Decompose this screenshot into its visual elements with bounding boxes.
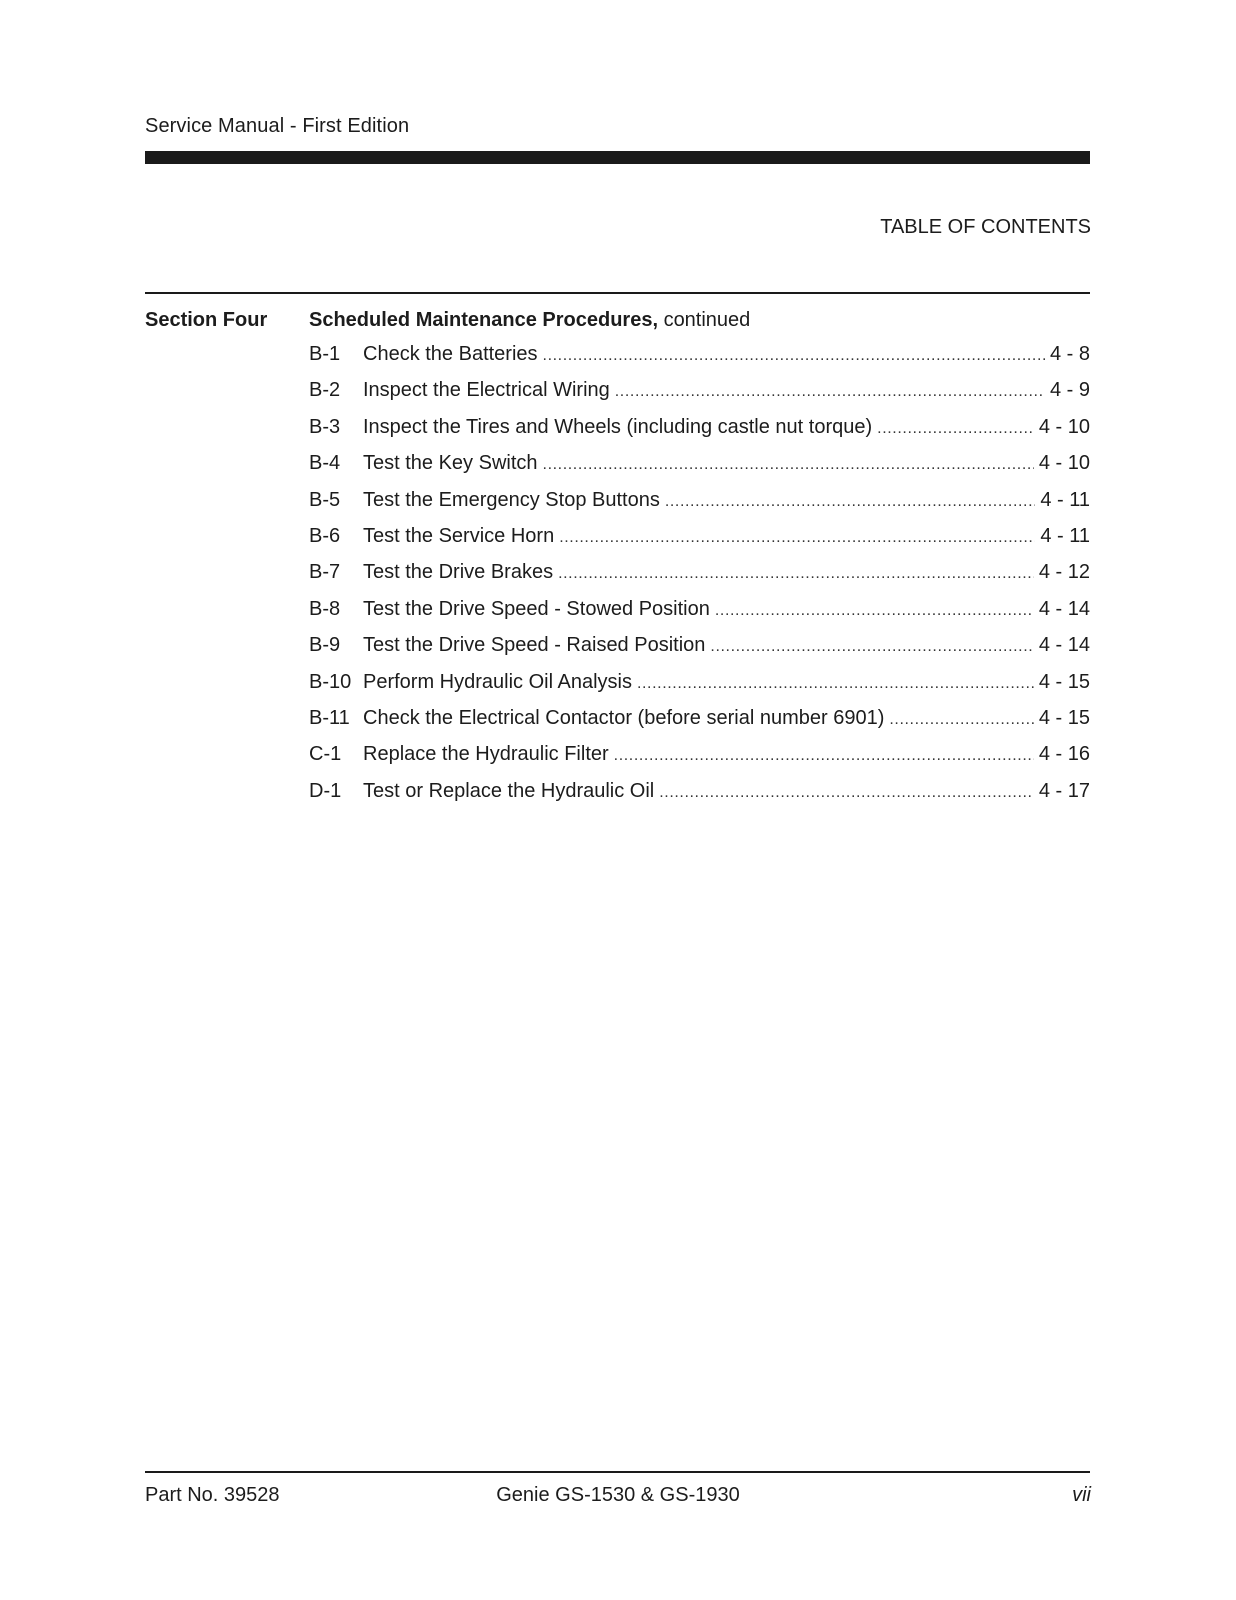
toc-entry-title: Perform Hydraulic Oil Analysis — [363, 670, 632, 693]
toc-entry-page: 4 - 10 — [1038, 452, 1090, 475]
bottom-rule — [145, 1471, 1090, 1473]
toc-heading: TABLE OF CONTENTS — [880, 216, 1091, 238]
toc-entry-page: 4 - 12 — [1038, 561, 1090, 584]
toc-entry-code: B-9 — [309, 634, 341, 657]
toc-entry-title: Test the Drive Speed - Stowed Position — [363, 597, 710, 620]
toc-entry-code: B-5 — [309, 488, 341, 511]
dot-leader — [665, 493, 1036, 511]
toc-entry-code: D-1 — [309, 779, 342, 802]
dot-leader — [614, 747, 1034, 765]
dot-leader — [559, 529, 1035, 547]
dot-leader — [543, 347, 1045, 365]
manual-edition-header: Service Manual - First Edition — [145, 115, 410, 137]
toc-entry-page: 4 - 8 — [1049, 343, 1090, 365]
toc-entry-title: Check the Batteries — [363, 343, 538, 365]
dot-leader — [715, 602, 1034, 620]
toc-entry-page: 4 - 17 — [1038, 779, 1090, 802]
toc-entry-page: 4 - 10 — [1038, 415, 1090, 438]
footer-part-number: Part No. 39528 — [145, 1484, 280, 1506]
toc-entry-page: 4 - 14 — [1038, 634, 1090, 657]
dot-leader — [889, 711, 1033, 729]
toc-entry[interactable] — [309, 671, 1090, 707]
dot-leader — [615, 383, 1045, 401]
toc-entry-code: B-6 — [309, 524, 341, 547]
toc-entry-code: B-1 — [309, 343, 341, 365]
toc-entry-title: Test the Drive Brakes — [363, 561, 554, 584]
toc-entry[interactable] — [309, 343, 1090, 379]
toc-entry-code: B-3 — [309, 415, 341, 438]
dot-leader — [558, 565, 1034, 583]
toc-entry-code: B-10 — [309, 670, 352, 693]
toc-list — [309, 343, 1090, 816]
toc-entry-page: 4 - 16 — [1038, 743, 1090, 766]
header-bar — [145, 151, 1090, 164]
section-label: Section Four — [145, 309, 268, 331]
section-title-bold: Scheduled Maintenance Procedures, — [309, 309, 658, 331]
toc-entry-page: 4 - 15 — [1038, 670, 1090, 693]
toc-entry[interactable] — [309, 416, 1090, 452]
dot-leader — [877, 420, 1034, 438]
toc-entry[interactable] — [309, 452, 1090, 488]
toc-entry[interactable] — [309, 598, 1090, 634]
toc-entry-code: B-11 — [309, 706, 350, 729]
toc-entry-title: Inspect the Tires and Wheels (including castle nut torque) — [363, 415, 873, 438]
top-rule — [145, 292, 1090, 294]
section-title — [309, 309, 750, 332]
dot-leader — [710, 638, 1033, 656]
toc-entry[interactable] — [309, 780, 1090, 816]
toc-entry-page: 4 - 11 — [1040, 488, 1090, 511]
toc-entry[interactable] — [309, 525, 1090, 561]
dot-leader — [637, 675, 1034, 693]
section-title-continued: continued — [663, 309, 751, 331]
toc-entry[interactable] — [309, 707, 1090, 743]
toc-entry-code: B-7 — [309, 561, 341, 584]
toc-entry-title: Check the Electrical Contactor (before serial number 6901) — [363, 706, 885, 729]
toc-entry[interactable] — [309, 743, 1090, 779]
toc-entry-title: Test the Emergency Stop Buttons — [363, 488, 660, 511]
toc-entry-code: B-4 — [309, 452, 341, 475]
toc-entry-page: 4 - 11 — [1040, 524, 1090, 547]
toc-entry-title: Test or Replace the Hydraulic Oil — [363, 779, 655, 802]
toc-entry-title: Test the Service Horn — [363, 524, 555, 547]
toc-entry[interactable] — [309, 379, 1090, 415]
footer-page-number: vii — [1072, 1484, 1091, 1506]
toc-entry-title: Test the Drive Speed - Raised Position — [363, 634, 706, 657]
toc-entry-code: B-2 — [309, 379, 341, 402]
dot-leader — [543, 456, 1034, 474]
toc-entry[interactable] — [309, 634, 1090, 670]
toc-entry-code: C-1 — [309, 743, 342, 766]
dot-leader — [659, 784, 1034, 802]
footer-model: Genie GS-1530 & GS-1930 — [496, 1484, 740, 1506]
toc-entry-page: 4 - 15 — [1038, 706, 1090, 729]
toc-entry-page: 4 - 9 — [1049, 379, 1090, 402]
toc-entry-code: B-8 — [309, 597, 341, 620]
toc-entry-title: Test the Key Switch — [363, 452, 538, 475]
toc-entry-title: Replace the Hydraulic Filter — [363, 743, 609, 766]
toc-entry[interactable] — [309, 489, 1090, 525]
toc-entry-title: Inspect the Electrical Wiring — [363, 379, 610, 402]
toc-entry[interactable] — [309, 561, 1090, 597]
toc-entry-page: 4 - 14 — [1038, 597, 1090, 620]
